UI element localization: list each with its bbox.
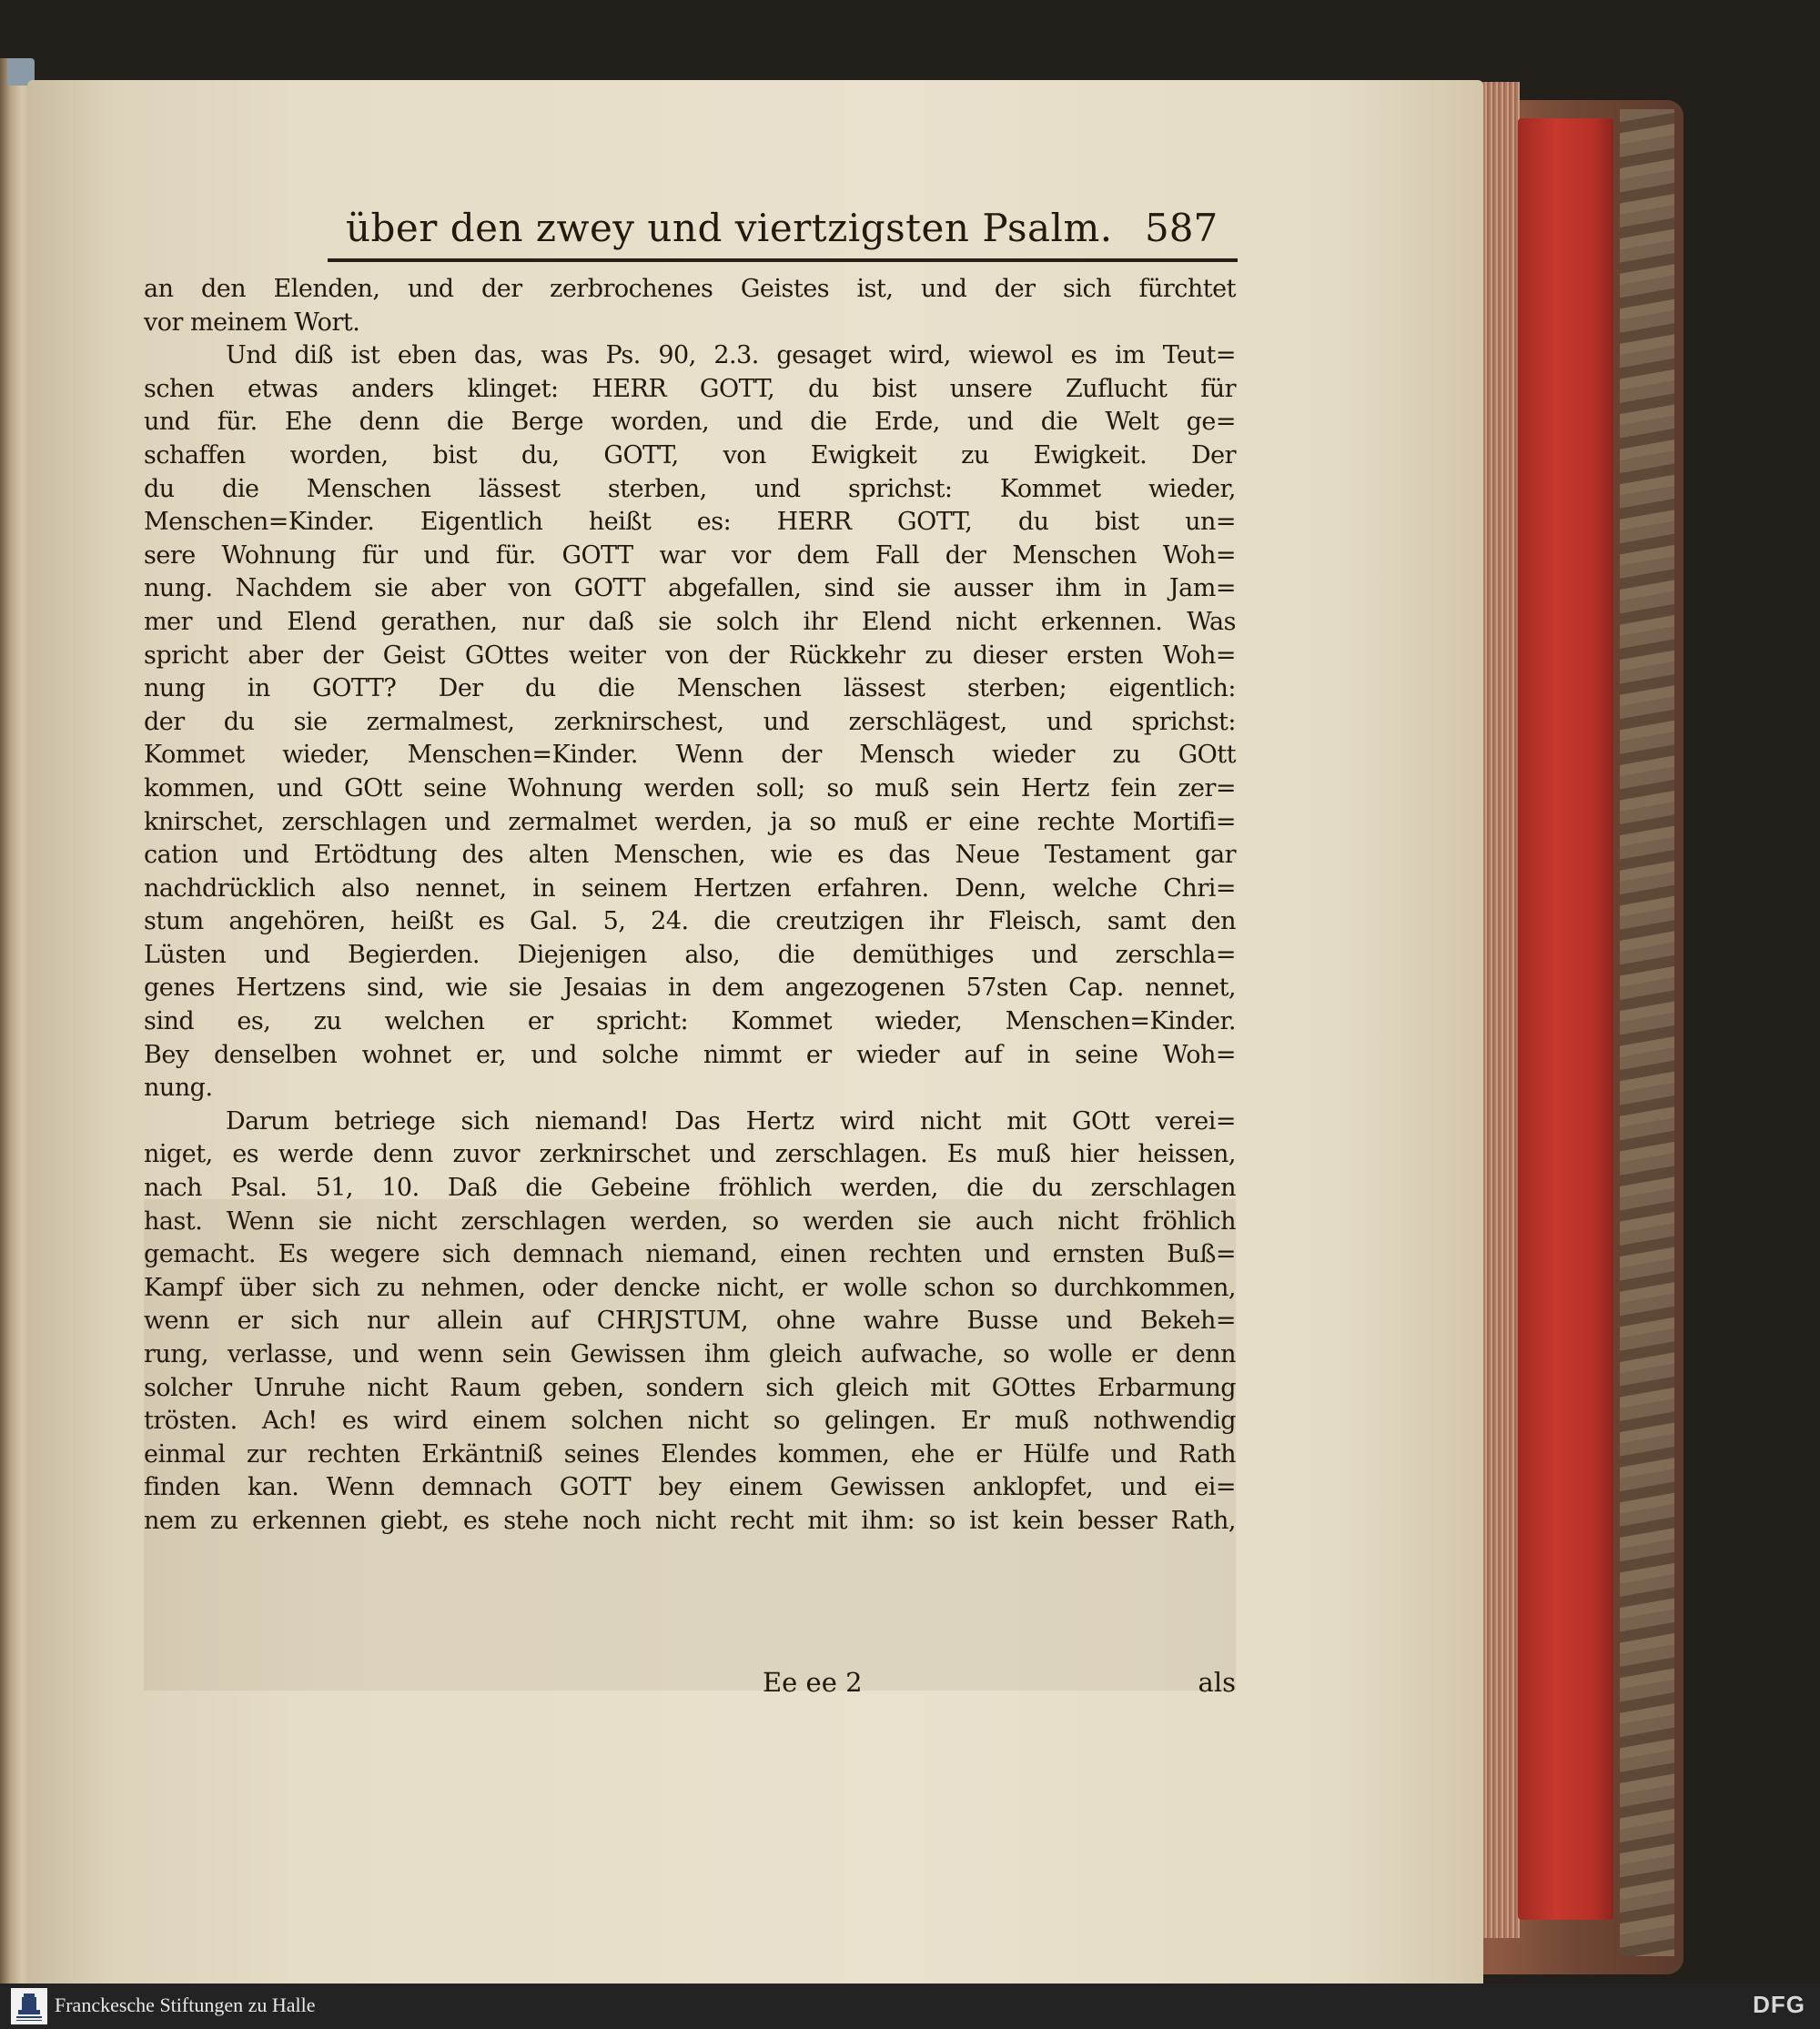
institution-link[interactable]: Franckesche Stiftungen zu Halle [55,1994,316,2016]
red-fore-edge [1518,118,1613,1920]
text-line: hast. Wenn sie nicht zerschlagen werden, so werden sie auch nicht fröhlich [144,1206,1236,1236]
text-line: wenn er sich nur allein auf CHRJSTUM, ohne wahre Busse und Bekeh= [144,1307,1236,1336]
catchword: als [1198,1667,1236,1698]
text-line: mer und Elend gerathen, nur daß sie solch ihr Elend nicht erkennen. Was [144,607,1236,636]
text-line: trösten. Ach! es wird einem solchen nicht so gelingen. Er muß nothwendig [144,1407,1236,1436]
header-rule [328,258,1238,262]
text-line: schaffen worden, bist du, GOTT, von Ewigkeit zu Ewigkeit. Der [144,440,1236,469]
text-line: sind es, zu welchen er spricht: Kommet wieder, Menschen=Kinder. [144,1007,1236,1036]
running-title: über den zwey und viertzigsten Psalm. [346,206,1113,250]
text-line: Kampf über sich zu nehmen, oder dencke nicht, er wolle schon so durchkommen, [144,1273,1236,1302]
text-line: cation und Ertödtung des alten Menschen, wie es das Neue Testament gar [144,841,1236,870]
signature-mark: Ee ee 2 [763,1667,863,1698]
text-line: vor meinem Wort. [144,308,360,337]
viewer-footer-bar [0,1984,1820,2029]
institution-logo-icon[interactable] [11,1988,47,2024]
text-line: Bey denselben wohnet er, und solche nimmt er wieder auf in seine Woh= [144,1040,1236,1069]
text-line: gemacht. Es wegere sich demnach niemand, einen rechten und ernsten Buß= [144,1240,1236,1269]
page-number: 587 [1145,206,1218,250]
text-line: Darum betriege sich niemand! Das Hertz wird nicht mit GOtt verei= [226,1106,1236,1136]
text-line: nung. Nachdem sie aber von GOTT abgefallen, sind sie ausser ihm in Jam= [144,574,1236,603]
text-line: kommen, und GOtt seine Wohnung werden soll; so muß sein Hertz fein zer= [144,773,1236,803]
text-line: sere Wohnung für und für. GOTT war vor dem Fall der Menschen Woh= [144,540,1236,570]
text-line: rung, verlasse, und wenn sein Gewissen ihm gleich aufwache, so wolle er denn [144,1340,1236,1368]
text-line: an den Elenden, und der zerbrochenes Geistes ist, und der sich fürchtet [144,275,1236,303]
text-line: nach Psal. 51, 10. Daß die Gebeine fröhlich werden, die du zerschlagen [144,1174,1236,1203]
text-line: Und diß ist eben das, was Ps. 90, 2.3. gesaget wird, wiewol es im Teut= [226,341,1236,370]
text-line: niget, es werde denn zuvor zerknirschet und zerschlagen. Es muß hier heissen, [144,1140,1236,1169]
text-line: der du sie zermalmest, zerknirschest, und zerschlägest, und sprichst: [144,707,1236,736]
text-line: finden kan. Wenn demnach GOTT bey einem Gewissen anklopfet, und ei= [144,1473,1236,1502]
text-line: solcher Unruhe nicht Raum geben, sondern sich gleich mit GOttes Erbarmung [144,1373,1236,1402]
previous-page-edge [0,58,31,1984]
body-text [144,273,1236,1539]
text-line: einmal zur rechten Erkäntniß seines Elendes kommen, ehe er Hülfe und Rath [144,1439,1236,1469]
text-line: Kommet wieder, Menschen=Kinder. Wenn der Mensch wieder zu GOtt [144,741,1236,770]
text-line: Lüsten und Begierden. Diejenigen also, die demüthiges und zerschla= [144,940,1236,969]
cover-marbling [1620,109,1674,1956]
dfg-logo[interactable]: DFG [1753,1991,1805,2018]
text-line: spricht aber der Geist GOttes weiter von der Rückkehr zu dieser ersten Woh= [144,641,1236,670]
text-line: genes Hertzens sind, wie sie Jesaias in dem angezogenen 57sten Cap. nennet, [144,974,1236,1003]
text-line: du die Menschen lässest sterben, und sprichst: Kommet wieder, [144,474,1236,503]
text-line: schen etwas anders klinget: HERR GOTT, du bist unsere Zuflucht für [144,374,1236,403]
text-line: Menschen=Kinder. Eigentlich heißt es: HERR GOTT, du bist un= [144,508,1236,537]
text-line: knirschet, zerschlagen und zermalmet werden, ja so muß er eine rechte Mortifi= [144,807,1236,836]
text-line: nung. [144,1074,213,1103]
text-line: nung in GOTT? Der du die Menschen lässest sterben; eigentlich: [144,674,1236,703]
text-line: nem zu erkennen giebt, es stehe noch nicht recht mit ihm: so ist kein besser Rath, [144,1506,1236,1535]
text-line: nachdrücklich also nennet, in seinem Hertzen erfahren. Denn, welche Chri= [144,873,1236,903]
text-line: und für. Ehe denn die Berge worden, und die Erde, und die Welt ge= [144,408,1236,437]
text-line: stum angehören, heißt es Gal. 5, 24. die creutzigen ihr Fleisch, samt den [144,907,1236,936]
